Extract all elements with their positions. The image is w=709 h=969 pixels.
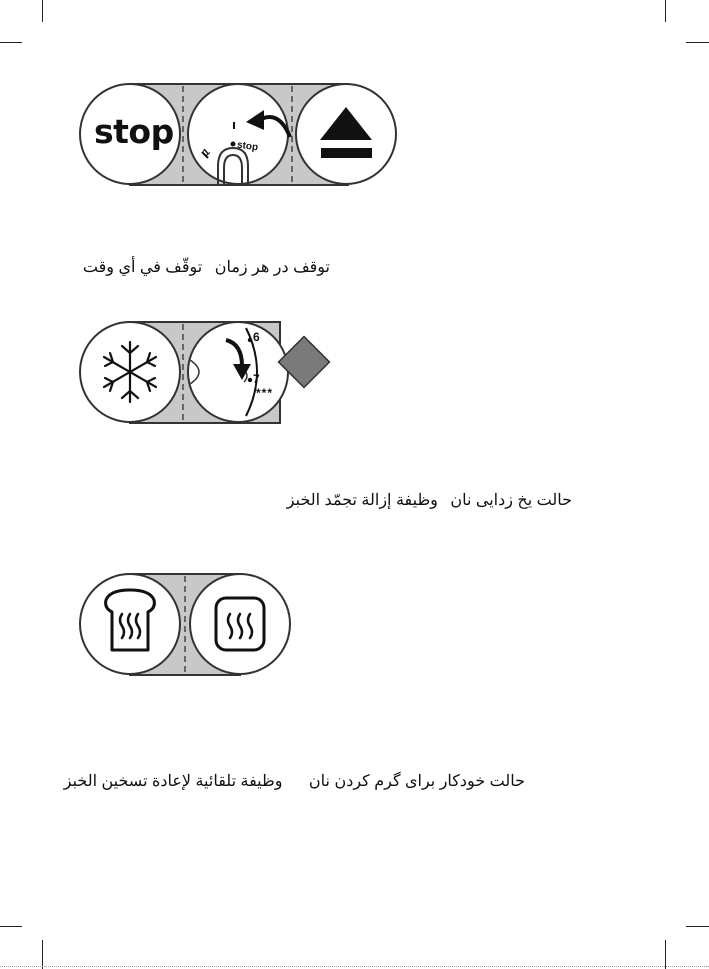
reheat-caption: [60, 771, 529, 791]
stop-caption: [79, 257, 334, 277]
dial-number-6: 6: [253, 330, 260, 344]
crop-mark-bottom-left-v: [42, 940, 43, 969]
crop-mark-top-right-v: [665, 0, 666, 22]
defrost-illustration: [78, 320, 338, 426]
dial-number-7: 7: [253, 372, 260, 386]
stop-caption-persian: توقف در هر زمان: [214, 259, 330, 276]
bottom-dotted-rule: [0, 966, 709, 967]
crop-mark-top-left-v: [42, 0, 43, 22]
crop-mark-top-left-h: [0, 42, 22, 43]
crop-mark-bottom-right-h: [686, 926, 709, 927]
stop-label: stop: [94, 112, 174, 151]
crop-mark-bottom-left-h: [0, 926, 22, 927]
defrost-caption-arabic: وظيفة إزالة تجمّد الخبز: [286, 492, 438, 509]
dial-stop-label: stop: [236, 139, 259, 154]
stop-caption-arabic: توقّف في أي وقت: [82, 259, 203, 276]
reheat-illustration: [78, 572, 294, 678]
stop-dial-icon: [188, 84, 288, 184]
defrost-caption-persian: حالت یخ زدایی نان: [450, 492, 572, 509]
reheat-caption-arabic: وظيفة تلقائية لإعادة تسخين الخبز: [63, 773, 283, 790]
reheat-caption-persian: حالت خودکار برای گرم کردن نان: [308, 773, 525, 790]
dial-tick-1: 1: [201, 146, 213, 159]
crop-mark-top-right-h: [686, 42, 709, 43]
dial-stars: ***: [256, 386, 274, 400]
defrost-caption: [283, 490, 576, 510]
crop-mark-bottom-right-v: [665, 940, 666, 969]
